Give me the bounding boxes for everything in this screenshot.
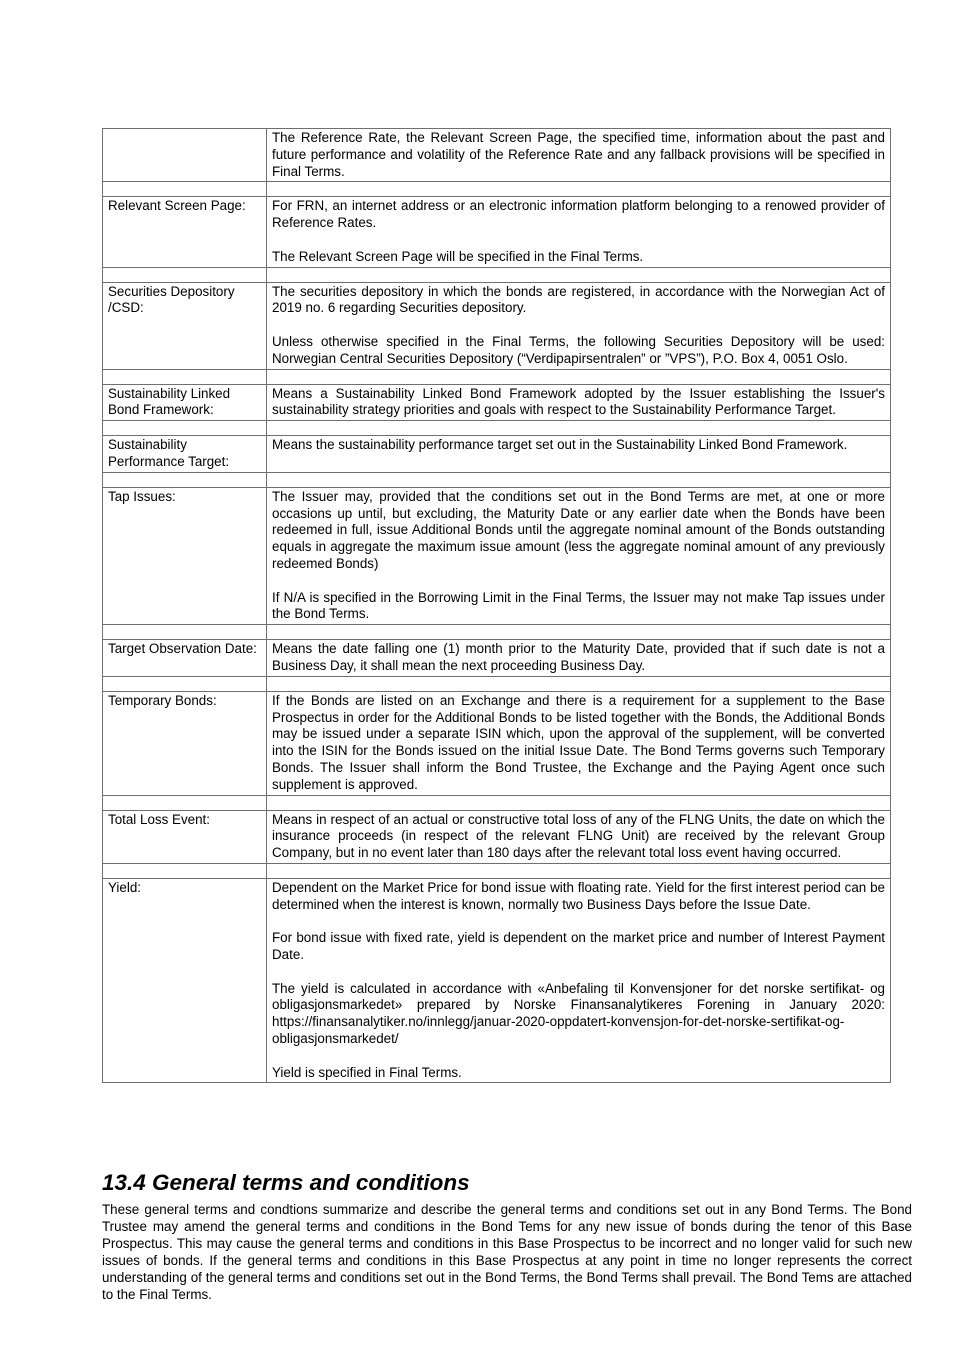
definition-paragraph: If the Bonds are listed on an Exchange and there is a requirement for a supplement to the Base Prospectus in order for the Additional Bonds to be listed together with the Bonds, the Additional Bonds may be issued under a separate ISIN which, upon the approval of the supplement, will be converted into the ISIN for the Bonds issued on the initial Issue Date. The Bond Terms governs such Temporary Bonds. The Issuer shall inform the Bond Trustee, the Exchange and the Paying Agent once such supplement is approved.	[272, 692, 885, 792]
section-body-text: These general terms and condtions summarize and describe the general terms and conditions set out in any Bond Terms. The Bond Trustee may amend the general terms and conditions in the Bond Tems for any new issue of bonds during the tenor of this Base Prospectus. This may cause the general terms and conditions in this Base Prospectus to be incorrect and no longer valid for such new issues of bonds. If the general terms and conditions in this Base Prospectus at any point in time no longer represents the correct understanding of the general terms and conditions set out in the Bond Terms, the Bond Terms shall prevail. The Bond Tems are attached to the Final Terms.	[102, 1202, 912, 1302]
definition-term: Yield:	[103, 878, 267, 1083]
definition-term: Temporary Bonds:	[103, 691, 267, 795]
definition-row	[103, 691, 891, 795]
definition-row	[103, 487, 891, 624]
definition-text	[267, 129, 891, 182]
definition-term: Relevant Screen Page:	[103, 197, 267, 267]
definition-row	[103, 810, 891, 863]
definition-paragraph: Means in respect of an actual or constructive total loss of any of the FLNG Units, the date on which the insurance proceeds (in respect of the relevant FLNG Unit) are received by the relevant Group Company, but in no event later than 180 days after the relevant total loss event having occurred.	[272, 811, 885, 861]
spacer-row	[103, 472, 891, 487]
definition-term: Sustainability Performance Target:	[103, 436, 267, 473]
spacer-row	[103, 182, 891, 197]
definition-paragraph: If N/A is specified in the Borrowing Limit in the Final Terms, the Issuer may not make Tap issues under the Bond Terms.	[272, 589, 885, 622]
definition-paragraph: The securities depository in which the bonds are registered, in accordance with the Norwegian Act of 2019 no. 6 regarding Securities depository.	[272, 283, 885, 316]
definitions-table	[102, 128, 891, 1083]
definition-row	[103, 197, 891, 267]
definition-row	[103, 878, 891, 1083]
spacer-row	[103, 267, 891, 282]
definition-row	[103, 129, 891, 182]
spacer-row	[103, 795, 891, 810]
definition-text	[267, 282, 891, 369]
definition-paragraph: Means the sustainability performance target set out in the Sustainability Linked Bond Framework.	[272, 437, 848, 453]
definition-text	[267, 878, 891, 1083]
definition-paragraph: The Issuer may, provided that the conditions set out in the Bond Terms are met, at one or more occasions up until, but excluding, the Maturity Date or any earlier date when the Bonds have been redeemed in full, issue Additional Bonds until the aggregate nominal amount of the Bonds outstanding equals in aggregate the maximum issue amount (less the aggregate nominal amount of any previously redeemed Bonds)	[272, 488, 885, 571]
definition-paragraph: For FRN, an internet address or an electronic information platform belonging to a renowed provider of Reference Rates.	[272, 198, 885, 231]
definition-text	[267, 436, 891, 473]
spacer-row	[103, 421, 891, 436]
definition-text	[267, 487, 891, 624]
definition-row	[103, 640, 891, 677]
definition-row	[103, 282, 891, 369]
definition-term: Sustainability Linked Bond Framework:	[103, 384, 267, 421]
spacer-row	[103, 863, 891, 878]
spacer-row	[103, 369, 891, 384]
definition-term	[103, 129, 267, 182]
definition-text	[267, 640, 891, 677]
definition-text	[267, 691, 891, 795]
section-heading: 13.4 General terms and conditions	[102, 1170, 470, 1195]
definition-row	[103, 436, 891, 473]
spacer-row	[103, 625, 891, 640]
definition-paragraph: Means a Sustainability Linked Bond Framework adopted by the Issuer establishing the Issuer's sustainability strategy priorities and goals with respect to the Sustainability Performance Target.	[272, 385, 885, 418]
definition-term: Securities Depository /CSD:	[103, 282, 267, 369]
definition-paragraph: For bond issue with fixed rate, yield is dependent on the market price and number of Interest Payment Date.	[272, 930, 885, 963]
definition-paragraph: The yield is calculated in accordance with «Anbefaling til Konvensjoner for det norske sertifikat- og obligasjonsmarkedet» prepared by Norske Finansanalytikeres Forening in January 2020: https://finansanalytiker.no/innlegg/januar-2020-oppdatert-konvensjon-for-det-norske-sertifikat-og-obligasjonsmarkedet/	[272, 980, 885, 1047]
definition-term: Total Loss Event:	[103, 810, 267, 863]
definition-paragraph: Unless otherwise specified in the Final Terms, the following Securities Depository will be used: Norwegian Central Securities Depository (“Verdipapirsentralen” or ”VPS”), P.O. Box 4, 0051 Oslo.	[272, 333, 885, 366]
definition-text	[267, 810, 891, 863]
definition-paragraph: The Reference Rate, the Relevant Screen Page, the specified time, information about the past and future performance and volatility of the Reference Rate and any fallback provisions will be specified in Final Terms.	[272, 130, 885, 179]
definition-term: Tap Issues:	[103, 487, 267, 624]
definition-paragraph: Means the date falling one (1) month prior to the Maturity Date, provided that if such date is not a Business Day, it shall mean the next proceeding Business Day.	[272, 641, 885, 673]
definition-paragraph: Dependent on the Market Price for bond issue with floating rate. Yield for the first interest period can be determined when the interest is known, normally two Business Days before the Issue Date.	[272, 879, 885, 912]
definition-text	[267, 384, 891, 421]
definition-paragraph: The Relevant Screen Page will be specified in the Final Terms.	[272, 248, 644, 264]
definition-paragraph: Yield is specified in Final Terms.	[272, 1064, 462, 1080]
definition-row	[103, 384, 891, 421]
definition-term: Target Observation Date:	[103, 640, 267, 677]
definition-text	[267, 197, 891, 267]
definitions-table-body	[103, 129, 891, 1083]
spacer-row	[103, 676, 891, 691]
